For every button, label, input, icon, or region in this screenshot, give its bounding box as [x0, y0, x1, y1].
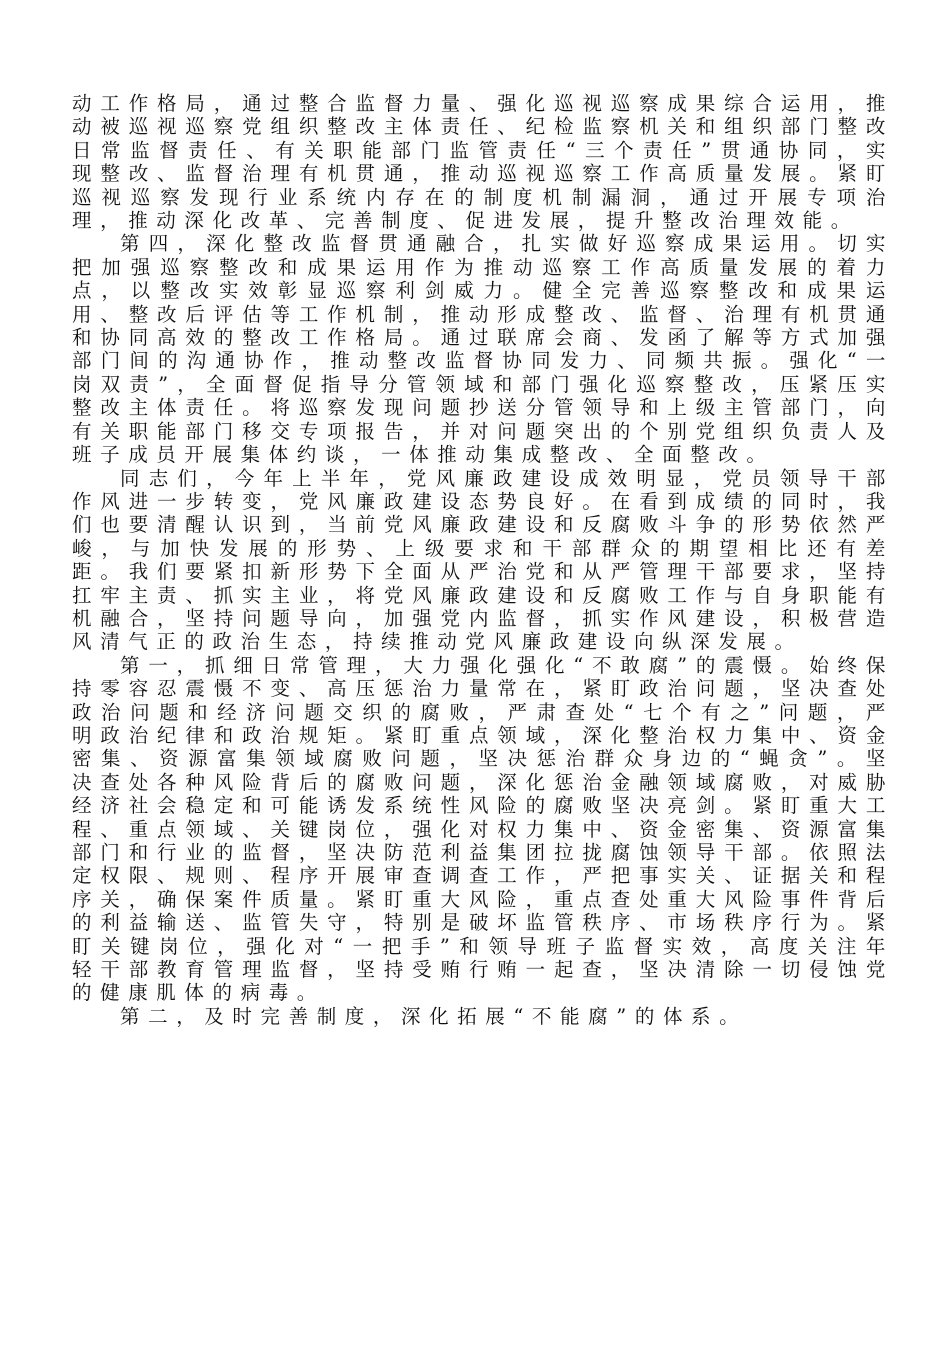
paragraph-fourth-rectification: 第四，深化整改监督贯通融合，扎实做好巡察成果运用。切实把加强巡察整改和成果运用作为推动巡察工作高质量发展的着力点，以整改实效彰显巡察利剑威力。健全完善巡察整改和成果运用、整改后评估等工作机制，推动形成整改、监督、治理有机贯通和协同高效的整改工作格局。通过联席会商、发函了解等方式加强部门间的沟通协作，推动整改监督协同发力、同频共振。强化“一岗双责”，全面督促指导分管领域和部门强化巡察整改，压紧压实整改主体责任。将巡察发现问题抄送分管领导和上级主管部门，向有关职能部门移交专项报告，并对问题突出的个别党组织负责人及班子成员开展集体约谈，一体推动集成整改、全面整改。 — [72, 232, 894, 467]
paragraph-first-deterrence: 第一，抓细日常管理，大力强化强化“不敢腐”的震慑。始终保持零容忍震慑不变、高压惩治力量常在，紧盯政治问题，坚决查处政治问题和经济问题交织的腐败，严肃查处“七个有之”问题，严明政治纪律和政治规矩。紧盯重点领域，深化整治权力集中、资金密集、资源富集领域腐败问题，坚决惩治群众身边的“蝇贪”。坚决查处各种风险背后的腐败问题，深化惩治金融领域腐败，对威胁经济社会稳定和可能诱发系统性风险的腐败坚决亮剑。紧盯重大工程、重点领域、关键岗位，强化对权力集中、资金密集、资源富集部门和行业的监督，坚决防范利益集团拉拢腐蚀领导干部。依照法定权限、规则、程序开展审查调查工作，严把事实关、证据关和程序关，确保案件质量。紧盯重大风险，重点查处重大风险事件背后的利益输送、监管失守，特别是破坏监管秩序、市场秩序行为。紧盯关键岗位，强化对“一把手”和领导班子监督实效，高度关注年轻干部教育管理监督，坚持受贿行贿一起查，坚决清除一切侵蚀党的健康肌体的病毒。 — [72, 653, 894, 1005]
document-page — [72, 92, 894, 1028]
paragraph-work-pattern: 动工作格局，通过整合监督力量、强化巡视巡察成果综合运用，推动被巡视巡察党组织整改主体责任、纪检监察机关和组织部门整改日常监督责任、有关职能部门监管责任“三个责任”贯通协同，实现整改、监督治理有机贯通，推动巡视巡察工作高质量发展。紧盯巡视巡察发现行业系统内存在的制度机制漏洞，通过开展专项治理，推动深化改革、完善制度、促进发展，提升整改治理效能。 — [72, 92, 894, 233]
paragraph-second-institutions: 第二，及时完善制度，深化拓展“不能腐”的体系。 — [120, 1004, 748, 1028]
paragraph-comrades: 同志们，今年上半年，党风廉政建设成效明显，党员领导干部作风进一步转变，党风廉政建设态势良好。在看到成绩的同时，我们也要清醒认识到，当前党风廉政建设和反腐败斗争的形势依然严峻，与加快发展的形势、上级要求和干部群众的期望相比还有差距。我们要紧扣新形势下全面从严治党和从严管理干部要求，坚持扛牢主责、抓实主业，将党风廉政建设和反腐败工作与自身职能有机融合，坚持问题导向，加强党内监督，抓实作风建设，积极营造风清气正的政治生态，持续推动党风廉政建设向纵深发展。 — [72, 466, 894, 654]
